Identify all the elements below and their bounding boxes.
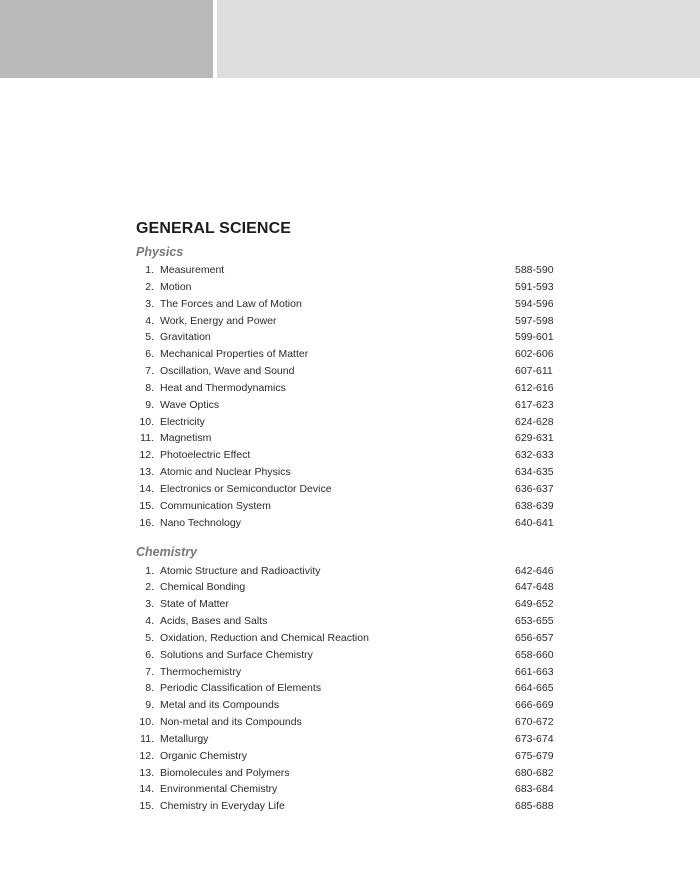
toc-entry-number: 15. — [139, 800, 154, 813]
toc-entry[interactable] — [136, 613, 554, 630]
toc-entry-number: 16. — [139, 516, 154, 529]
toc-entry-title: Environmental Chemistry — [160, 783, 278, 796]
toc-entry-page-range: 642-646 — [515, 564, 554, 577]
toc-entry-page-range: 597-598 — [515, 314, 554, 327]
toc-entry-title: Electricity — [160, 415, 205, 428]
toc-entry-title: Acids, Bases and Salts — [160, 615, 268, 628]
toc-entry-number: 6. — [145, 648, 154, 661]
toc-entry-page-range: 640-641 — [515, 516, 554, 529]
toc-entry-page-range: 607-611 — [515, 365, 553, 378]
toc-entry-title: Wave Optics — [160, 398, 220, 411]
toc-entry-title: Non-metal and its Compounds — [160, 716, 302, 729]
toc-entry[interactable] — [136, 630, 554, 647]
toc-entry[interactable] — [136, 296, 554, 313]
toc-entry[interactable] — [136, 346, 554, 363]
toc-entry-title: Motion — [160, 280, 192, 293]
toc-entry[interactable] — [136, 414, 554, 431]
toc-entry[interactable] — [136, 647, 554, 664]
toc-entry[interactable] — [136, 430, 554, 447]
toc-entry-number: 4. — [145, 615, 154, 628]
toc-entry-number: 11. — [140, 732, 154, 745]
toc-entry-page-range: 653-655 — [515, 615, 554, 628]
toc-entry-page-range: 636-637 — [515, 482, 554, 495]
toc-entry-number: 15. — [139, 499, 154, 512]
toc-entry-number: 3. — [145, 297, 154, 310]
toc-entry[interactable] — [136, 714, 554, 731]
toc-entry-page-range: 602-606 — [515, 348, 554, 361]
toc-entry-page-range: 664-665 — [515, 682, 554, 695]
toc-entry-number: 6. — [145, 348, 154, 361]
toc-entry[interactable] — [136, 798, 554, 815]
toc-entry[interactable] — [136, 664, 554, 681]
toc-entry-title: Communication System — [160, 499, 271, 512]
toc-entry[interactable] — [136, 731, 554, 748]
toc-entry-number: 7. — [145, 665, 154, 678]
toc-entry-number: 1. — [145, 564, 154, 577]
toc-entry-title: Oxidation, Reduction and Chemical Reaction — [160, 631, 369, 644]
toc-entry-page-range: 675-679 — [515, 749, 554, 762]
toc-entry[interactable] — [136, 447, 554, 464]
toc-entry-page-range: 661-663 — [515, 665, 554, 678]
toc-entry-number: 4. — [145, 314, 154, 327]
toc-entry-number: 14. — [139, 783, 154, 796]
toc-entry-page-range: 656-657 — [515, 631, 554, 644]
toc-entry-number: 5. — [145, 331, 154, 344]
toc-entry[interactable] — [136, 262, 554, 279]
toc-entry-number: 11. — [140, 432, 154, 445]
toc-entry-page-range: 599-601 — [515, 331, 554, 344]
toc-entry-number: 12. — [139, 749, 154, 762]
toc-entry[interactable] — [136, 329, 554, 346]
toc-entry-title: Electronics or Semiconductor Device — [160, 482, 332, 495]
header-band-right-block — [217, 0, 700, 78]
toc-entry[interactable] — [136, 481, 554, 498]
section-title: GENERAL SCIENCE — [136, 220, 292, 237]
toc-entry-title: Chemical Bonding — [160, 581, 246, 594]
toc-entry-number: 7. — [145, 365, 154, 378]
toc-entry-title: The Forces and Law of Motion — [160, 297, 302, 310]
physics-toc-list — [136, 262, 554, 532]
toc-entry-number: 13. — [139, 466, 154, 479]
toc-entry-number: 8. — [145, 682, 154, 695]
toc-entry-page-range: 617-623 — [515, 398, 554, 411]
toc-entry[interactable] — [136, 279, 554, 296]
toc-entry[interactable] — [136, 464, 554, 481]
toc-entry-page-range: 666-669 — [515, 699, 554, 712]
toc-entry-title: Nano Technology — [160, 516, 241, 529]
toc-entry-title: Metallurgy — [160, 732, 209, 745]
toc-entry-page-range: 658-660 — [515, 648, 554, 661]
page-header-band — [0, 0, 700, 78]
subsection-title-physics: Physics — [136, 245, 184, 259]
toc-entry-page-range: 629-631 — [515, 432, 554, 445]
toc-entry-title: Periodic Classification of Elements — [160, 682, 322, 695]
toc-entry[interactable] — [136, 596, 554, 613]
toc-entry-page-range: 632-633 — [515, 449, 554, 462]
toc-entry-number: 5. — [145, 631, 154, 644]
toc-entry-page-range: 685-688 — [515, 800, 554, 813]
table-of-contents — [136, 218, 554, 815]
toc-entry[interactable] — [136, 579, 554, 596]
toc-entry-number: 1. — [145, 264, 154, 276]
toc-entry-page-range: 591-593 — [515, 280, 554, 293]
toc-entry-title: Heat and Thermodynamics — [160, 381, 286, 394]
toc-entry-number: 12. — [139, 449, 154, 462]
toc-entry-number: 10. — [139, 716, 154, 729]
toc-entry[interactable] — [136, 748, 554, 765]
toc-entry-page-range: 673-674 — [515, 732, 554, 745]
toc-entry[interactable] — [136, 781, 554, 798]
toc-entry-number: 9. — [145, 398, 154, 411]
toc-entry-number: 2. — [145, 280, 154, 293]
toc-entry-title: State of Matter — [160, 598, 229, 611]
toc-entry[interactable] — [136, 515, 554, 532]
toc-entry[interactable] — [136, 313, 554, 330]
toc-entry[interactable] — [136, 680, 554, 697]
toc-entry-title: Measurement — [160, 264, 225, 276]
toc-entry-number: 13. — [139, 766, 154, 779]
toc-entry-title: Solutions and Surface Chemistry — [160, 648, 313, 661]
toc-entry-title: Atomic Structure and Radioactivity — [160, 564, 321, 577]
toc-entry-page-range: 670-672 — [515, 716, 554, 729]
toc-entry-number: 8. — [145, 381, 154, 394]
toc-entry-page-range: 647-648 — [515, 581, 554, 594]
toc-entry[interactable] — [136, 697, 554, 714]
toc-entry[interactable] — [136, 380, 554, 397]
toc-entry-number: 3. — [145, 598, 154, 611]
toc-entry-page-range: 683-684 — [515, 783, 554, 796]
header-band-left-block — [0, 0, 213, 78]
toc-entry-page-range: 634-635 — [515, 466, 554, 479]
toc-entry[interactable] — [136, 397, 554, 414]
chemistry-toc-list — [136, 563, 554, 816]
toc-entry-number: 2. — [145, 581, 154, 594]
toc-entry-title: Thermochemistry — [160, 665, 242, 678]
toc-entry-title: Work, Energy and Power — [160, 314, 277, 327]
toc-entry[interactable] — [136, 498, 554, 515]
toc-entry-page-range: 624-628 — [515, 415, 554, 428]
toc-entry-title: Gravitation — [160, 331, 211, 344]
toc-entry-page-range: 588-590 — [515, 264, 554, 276]
toc-entry[interactable] — [136, 765, 554, 782]
toc-entry-number: 14. — [139, 482, 154, 495]
toc-entry-number: 10. — [139, 415, 154, 428]
toc-entry-title: Chemistry in Everyday Life — [160, 800, 285, 813]
toc-entry-title: Photoelectric Effect — [160, 449, 251, 462]
toc-entry-title: Organic Chemistry — [160, 749, 247, 762]
toc-entry[interactable] — [136, 563, 554, 580]
subsection-title-chemistry: Chemistry — [136, 544, 198, 559]
toc-entry-page-range: 680-682 — [515, 766, 554, 779]
toc-entry[interactable] — [136, 363, 554, 380]
toc-entry-title: Oscillation, Wave and Sound — [160, 365, 295, 378]
toc-entry-page-range: 612-616 — [515, 381, 554, 394]
toc-entry-title: Metal and its Compounds — [160, 699, 280, 712]
toc-entry-page-range: 594-596 — [515, 297, 554, 310]
toc-entry-title: Magnetism — [160, 432, 212, 445]
toc-entry-title: Atomic and Nuclear Physics — [160, 466, 291, 479]
toc-entry-page-range: 638-639 — [515, 499, 554, 512]
toc-entry-page-range: 649-652 — [515, 598, 554, 611]
toc-entry-number: 9. — [145, 699, 154, 712]
toc-entry-title: Biomolecules and Polymers — [160, 766, 290, 779]
toc-entry-title: Mechanical Properties of Matter — [160, 348, 309, 361]
